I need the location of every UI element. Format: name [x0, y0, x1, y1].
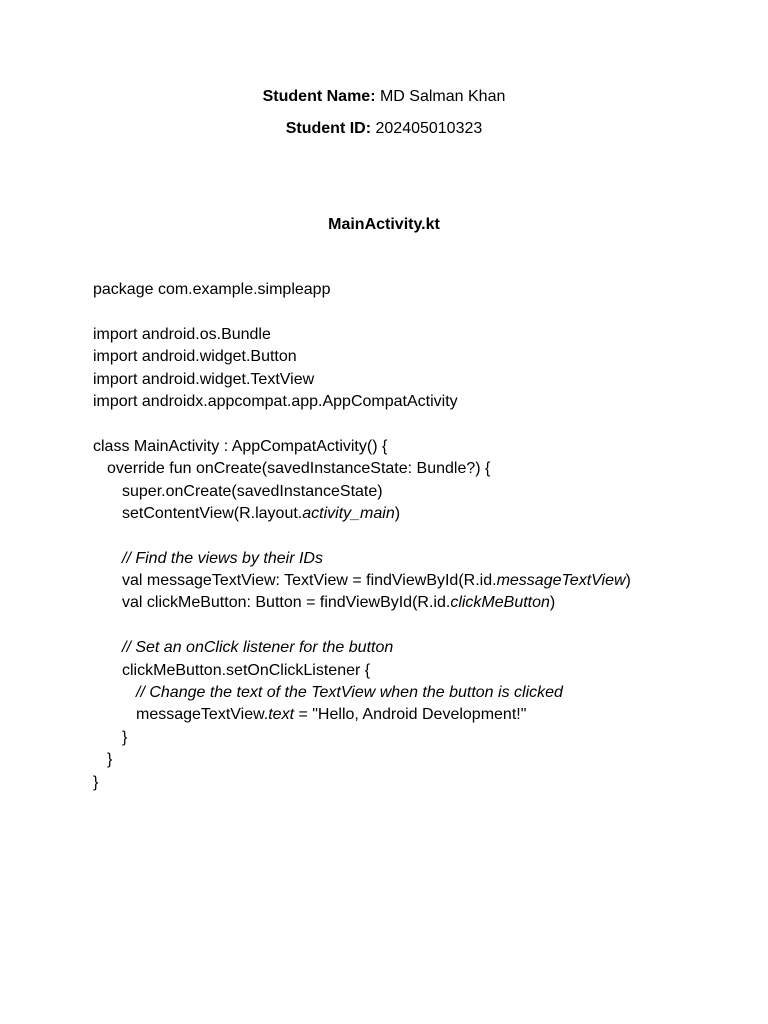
code-segment: ): [549, 594, 556, 612]
code-line-import-button: import android.widget.Button: [93, 348, 297, 366]
code-segment: = "Hello, Android Development!": [294, 706, 527, 724]
student-id-value: 202405010323: [371, 120, 483, 137]
code-segment-italic: messageTextView: [496, 572, 626, 590]
student-name-value: MD Salman Khan: [375, 88, 506, 105]
student-name-line: [0, 87, 768, 107]
code-line-set-content-view: [93, 503, 753, 525]
code-segment: ): [625, 572, 631, 590]
code-segment-italic: text: [268, 706, 295, 724]
code-line-blank: [93, 525, 753, 547]
code-line-import-appcompat: import androidx.appcompat.app.AppCompatActivity: [93, 392, 458, 410]
code-line-blank: [93, 615, 753, 637]
code-line-import-bundle: import android.os.Bundle: [93, 325, 271, 343]
code-segment: ): [394, 504, 401, 522]
code-line-set-onclick-listener: clickMeButton.setOnClickListener {: [122, 661, 371, 679]
student-id-label: Student ID:: [285, 120, 372, 137]
code-line-close-brace: }: [122, 728, 128, 746]
code-line-super-oncreate: super.onCreate(savedInstanceState): [122, 482, 383, 500]
file-title: MainActivity.kt: [328, 216, 440, 233]
code-line-click-me-button: [93, 592, 753, 614]
code-segment: val clickMeButton: Button = findViewById(R.id.: [122, 594, 451, 612]
code-line-blank: [93, 301, 753, 323]
code-line-close-brace: }: [93, 773, 99, 791]
code-line-close-brace: }: [107, 751, 113, 769]
code-line-message-textview: [93, 570, 753, 592]
student-name-label: Student Name:: [262, 88, 376, 105]
code-line-import-textview: import android.widget.TextView: [93, 370, 315, 388]
code-segment: val messageTextView: TextView = findViewById(R.id.: [122, 572, 497, 590]
code-line-oncreate-decl: override fun onCreate(savedInstanceState: Bundle?) {: [107, 460, 491, 478]
code-line-comment-find-views: // Find the views by their IDs: [122, 549, 323, 567]
code-segment-italic: clickMeButton: [450, 594, 550, 612]
code-segment: messageTextView.: [136, 706, 269, 724]
code-line-blank: [93, 413, 753, 435]
code-segment: setContentView(R.layout.: [122, 504, 303, 522]
code-line-package: package com.example.simpleapp: [93, 281, 331, 298]
code-line-comment-onclick: // Set an onClick listener for the button: [122, 639, 394, 657]
code-line-class-decl: class MainActivity : AppCompatActivity() {: [93, 437, 388, 455]
student-id-line: [0, 119, 768, 139]
code-block: [93, 279, 753, 794]
code-segment-italic: activity_main: [302, 504, 395, 522]
code-line-comment-change-text: // Change the text of the TextView when the button is clicked: [136, 684, 563, 702]
code-line-set-text: [93, 704, 753, 726]
